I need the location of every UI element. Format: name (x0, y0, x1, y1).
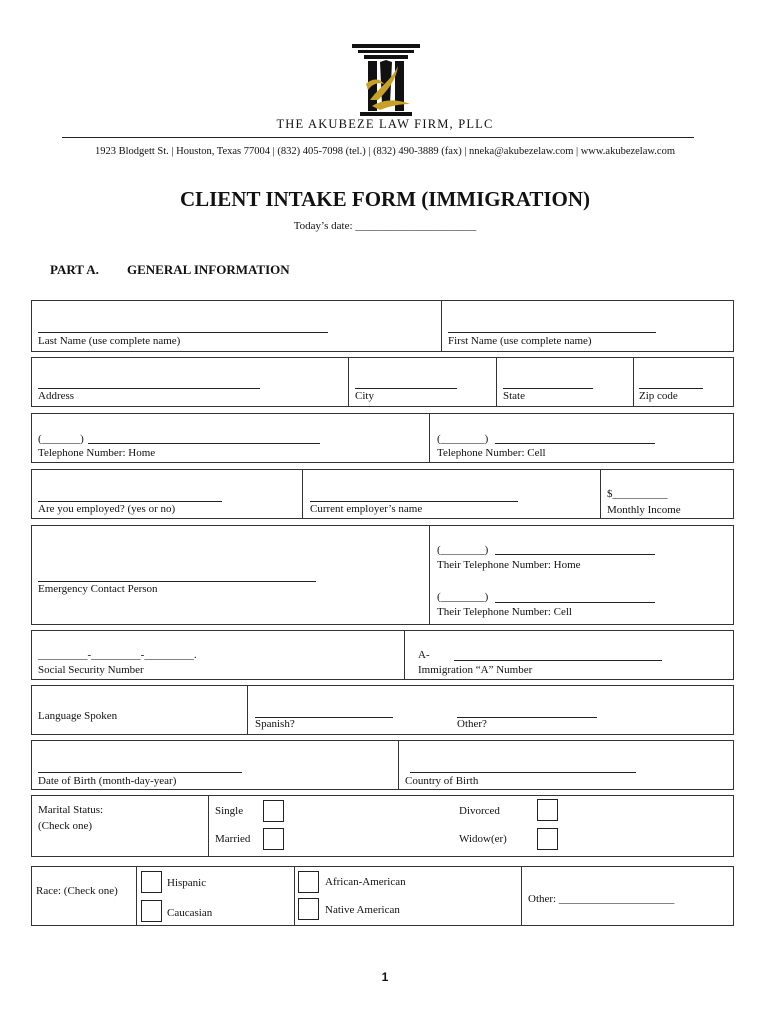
employer-label: Current employer’s name (310, 503, 423, 515)
city-label: City (355, 390, 374, 402)
address-label: Address (38, 390, 75, 402)
dob-label: Date of Birth (month-day-year) (38, 775, 177, 787)
contact-home-area-code[interactable]: (________) (437, 544, 489, 556)
dob-input[interactable] (38, 772, 242, 773)
monthly-income-input[interactable]: $__________ (607, 488, 668, 500)
emergency-contact-label: Emergency Contact Person (38, 583, 158, 595)
zip-input[interactable] (639, 388, 703, 389)
a-number-prefix: A- (418, 649, 430, 661)
address-input[interactable] (38, 388, 260, 389)
spanish-label: Spanish? (255, 718, 295, 730)
married-label: Married (215, 833, 251, 845)
race-label: Race: (Check one) (36, 885, 118, 897)
telephone-row (31, 413, 734, 463)
header-divider (62, 137, 694, 138)
marital-check-one: (Check one) (38, 820, 93, 832)
language-row (31, 685, 734, 735)
contact-cell-phone-label: Their Telephone Number: Cell (437, 606, 572, 618)
state-input[interactable] (503, 388, 593, 389)
first-name-label: First Name (use complete name) (448, 335, 592, 347)
cell-phone-area-code[interactable]: (________) (437, 433, 489, 445)
african-american-checkbox[interactable] (298, 871, 319, 893)
firm-logo-pillar (350, 44, 422, 118)
firm-name: THE AKUBEZE LAW FIRM, PLLC (276, 117, 494, 131)
language-label: Language Spoken (38, 710, 118, 722)
part-title: GENERAL INFORMATION (127, 262, 290, 277)
other-language-label: Other? (457, 718, 487, 730)
emergency-contact-input[interactable] (38, 581, 316, 582)
zip-label: Zip code (639, 390, 678, 402)
widowed-label: Widow(er) (459, 833, 507, 845)
employment-row (31, 469, 734, 519)
caucasian-label: Caucasian (167, 907, 213, 919)
ssn-row (31, 630, 734, 680)
contact-cell-area-code[interactable]: (________) (437, 591, 489, 603)
home-phone-area-code[interactable]: (_______) (38, 433, 84, 445)
married-checkbox[interactable] (263, 828, 284, 850)
contact-home-phone-label: Their Telephone Number: Home (437, 559, 581, 571)
marital-status-label: Marital Status: (38, 804, 104, 816)
single-checkbox[interactable] (263, 800, 284, 822)
last-name-input[interactable] (38, 332, 328, 333)
divorced-checkbox[interactable] (537, 799, 558, 821)
hispanic-label: Hispanic (167, 877, 207, 889)
cell-phone-label: Telephone Number: Cell (437, 447, 546, 459)
ssn-input[interactable]: _________-_________-_________. (38, 649, 197, 661)
state-label: State (503, 390, 525, 402)
home-phone-label: Telephone Number: Home (38, 447, 156, 459)
native-american-label: Native American (325, 904, 400, 916)
part-label: PART A. (50, 262, 99, 277)
employed-label: Are you employed? (yes or no) (38, 503, 176, 515)
caucasian-checkbox[interactable] (141, 900, 162, 922)
marital-status-row (31, 795, 734, 857)
race-other-field[interactable]: Other: _____________________ (528, 893, 675, 905)
birth-row (31, 740, 734, 790)
cell-phone-input[interactable] (495, 443, 655, 444)
monthly-income-label: Monthly Income (607, 504, 681, 516)
todays-date-field[interactable]: Today’s date: ______________________ (293, 220, 477, 232)
first-name-input[interactable] (448, 332, 656, 333)
country-of-birth-input[interactable] (410, 772, 636, 773)
divorced-label: Divorced (459, 805, 500, 817)
contact-cell-phone-input[interactable] (495, 602, 655, 603)
home-phone-input[interactable] (88, 443, 320, 444)
contact-home-phone-input[interactable] (495, 554, 655, 555)
country-of-birth-label: Country of Birth (405, 775, 479, 787)
a-number-label: Immigration “A” Number (418, 664, 533, 676)
ssn-label: Social Security Number (38, 664, 144, 676)
address-row (31, 357, 734, 407)
hispanic-checkbox[interactable] (141, 871, 162, 893)
emergency-contact-row (31, 525, 734, 625)
name-row (31, 300, 734, 352)
widowed-checkbox[interactable] (537, 828, 558, 850)
native-american-checkbox[interactable] (298, 898, 319, 920)
a-number-input[interactable] (454, 660, 662, 661)
last-name-label: Last Name (use complete name) (38, 335, 181, 347)
single-label: Single (215, 805, 244, 817)
african-american-label: African-American (325, 876, 406, 888)
employer-input[interactable] (310, 501, 518, 502)
form-title: CLIENT INTAKE FORM (IMMIGRATION) (179, 187, 591, 211)
employed-input[interactable] (38, 501, 222, 502)
city-input[interactable] (355, 388, 457, 389)
race-row (31, 866, 734, 926)
firm-address-line: 1923 Blodgett St. | Houston, Texas 77004 | (832) 405-7098 (tel.) | (832) 490-3889 (fax) | nneka@akubezelaw.com | www.akubezelaw.com (95, 146, 675, 157)
page-number: 1 (381, 970, 389, 984)
